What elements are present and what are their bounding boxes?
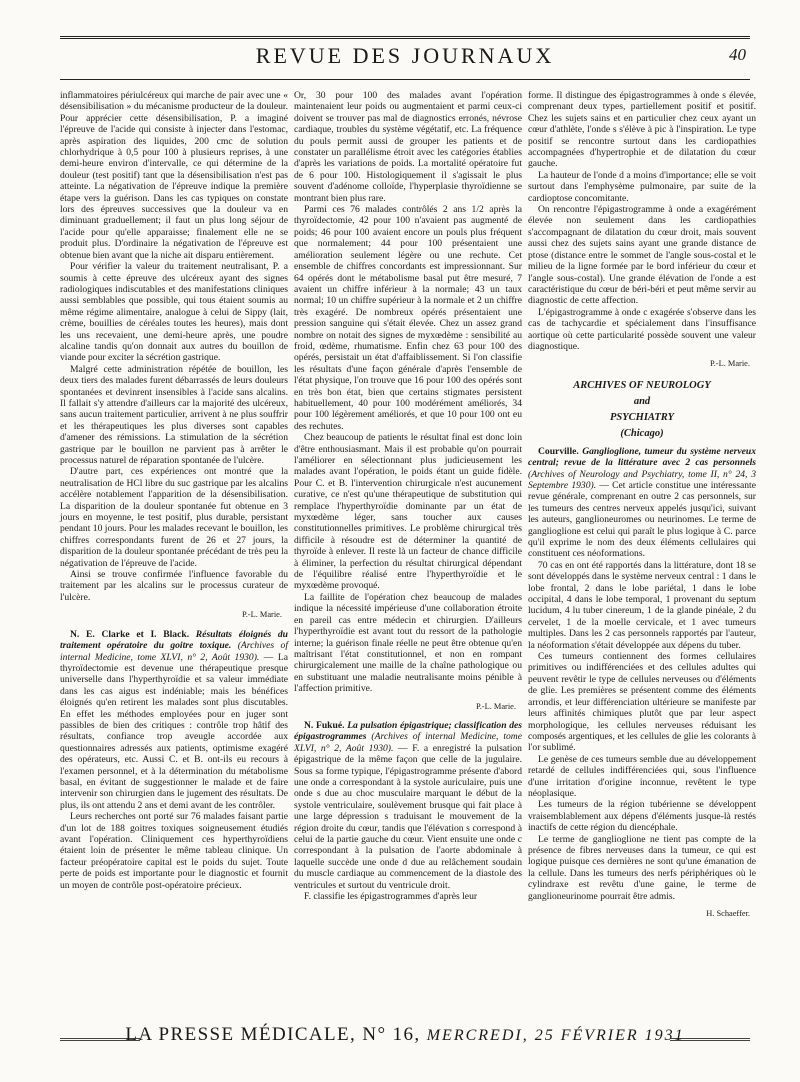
article-title: La pulsation épigastrique; classification des épigastrogrammes (294, 719, 522, 743)
paragraph: La hauteur de l'onde d a moins d'importance; elle se voit surtout dans l'emphysème pulmonaire, par suite de la cardioptose concomitante. (528, 169, 756, 204)
journal-city: (Chicago) (620, 427, 664, 439)
section-title: REVUE DES JOURNAUX (255, 43, 555, 68)
paragraph: Leurs recherches ont porté sur 76 malades faisant partie d'un lot de 188 goitres toxiques soigneusement étudiés avant l'opération. Cliniquement ces hyperthyroïdiens étaient loin de présenter le même tableau clinique. Un facteur préopératoire capital est le poids du sujet. Toute perte de poids est importante pour le diagnostic et fournit un moyen de contrôle post-opératoire précieux. (60, 811, 288, 891)
journal-name-line: ARCHIVES OF NEUROLOGY (573, 379, 711, 391)
page-header (60, 36, 750, 80)
article-heading (60, 629, 288, 812)
journal-name-line: and (633, 395, 651, 407)
footer-text (60, 1024, 750, 1046)
column-2 (294, 90, 522, 902)
paragraph: L'épigastrogramme à onde c exagérée s'observe dans les cas de tachycardie et spécialement dans l'insuffisance aortique où cette particularité possède souvent une valeur diagnostique. (528, 306, 756, 352)
article-heading (528, 446, 756, 560)
column-3 (528, 90, 756, 927)
article-body: — Cet article constitue une intéressante revue générale, comprenant en outre 2 cas personnels, sur les tumeurs des centres nerveux appelés jusqu'ici, suivant les auteurs, ganglioneuromes ou neurinomes. Le terme de ganglioglione est celui qui paraît le plus logique à C. parce qu'il exprime le nom des deux éléments cellulaires qui constituent ces néoformations. (528, 479, 756, 560)
paragraph: Le terme de ganglioglione ne tient pas compte de la présence de fibres nerveuses dans la tumeur, ce qui est logique puisque ces dernières ne sont qu'une émanation de la cellule. Dans les tumeurs des nerfs périphériques où le cylindraxe est revêtu d'une gaine, le terme de ganglioneurinome pourrait être admis. (528, 833, 756, 902)
article-body: — La thyroïdectomie est devenue une thérapeutique presque universelle dans l'hyperthyroïdie et sa valeur immédiate dans les cas aigus est indéniable; mais les bénéfices éloignés qu'en retirent les malades sont plus discutables. En effet les méthodes employées pour en juger sont passibles de bien des critiques : contrôle trop hâtif des résultats, confiance trop aveugle accordée aux questionnaires adressés aux patients, optimisme exagéré des opérateurs, etc. Aussi C. et B. ont-ils eu recours à l'examen personnel, et à la détermination du métabolisme basal, en évitant de suggestionner le malade et de faire intervenir son chirurgien dans le jugement des résultats. De plus, ils ont attendu 2 ans et demi avant de les contrôler. (60, 651, 288, 811)
article-body: — F. a enregistré la pulsation épigastrique de la même façon que celle de la jugulaire. Sous sa forme typique, l'épigastrogramme présente d'abord une onde a correspondant à la systole auriculaire, puis une onde s due au choc musculaire marquant le début de la systole ventriculaire, soulèvement brusque qui fait place à une large dépression s traduisant le mouvement de la région droite du cœur, tandis que l'élévation s correspond à celui de la partie gauche du cœur. Vient ensuite une onde c correspondant à la pulsation de l'aorte abdominale à laquelle succède une onde d due au relâchement soudain du muscle cardiaque au commencement de la diastole des ventricules et surtout du ventricule droit. (294, 742, 522, 891)
paragraph: Malgré cette administration répétée de bouillon, les deux tiers des malades furent débarrassés de leurs douleurs spontanées et devinrent insensibles à l'acide sans alcalins. Il fallait s'y attendre d'ailleurs car la majorité des ulcéreux, sans aucun traitement particulier, arrivent à ne plus souffrir et les thérapeutiques les plus diverses sont capables d'amener des rémissions. La stimulation de la sécrétion gastrique par le bouillon ne parvient pas à arrêter le processus naturel de réparation spontanée de l'ulcère. (60, 363, 288, 466)
paragraph: forme. Il distingue des épigastrogrammes à onde s élevée, comprenant deux types, partiellement positif et positif. Chez les sujets sains et en particulier chez ceux ayant un cœur d'athlète, l'onde s s'élève à pic à l'inspiration. Le type positif se rencontre surtout dans les cardiopathies accompagnées d'hypertrophie et de dilatation du cœur gauche. (528, 90, 756, 170)
author-signature: P.-L. Marie. (241, 610, 282, 620)
paragraph: Ainsi se trouve confirmée l'influence favorable du traitement par les alcalins sur le processus curateur de l'ulcère. (60, 569, 288, 603)
paragraph: D'autre part, ces expériences ont montré que la neutralisation de HCl libre du suc gastrique par les alcalins accélère notablement l'apparition de la désensibilisation. La disparition de la douleur spontanée fut obtenue en 3 jours en moyenne, le test positif, plus durable, persistant pendant 10 jours. Pour les malades recevant le bouillon, les chiffres correspondants furent de 26 et 27 jours, la disparition de la douleur spontanée précédant de très peu la négativation de l'épreuve de l'acide. (60, 466, 288, 569)
journal-name-line: PSYCHIATRY (610, 411, 674, 423)
footer-journal: LA PRESSE MÉDICALE, N° 16, (125, 1024, 421, 1045)
paragraph: inflammatoires périulcéreux qui marche de pair avec une « désensibilisation » du mécanisme producteur de la douleur. Pour apprécier cette désensibilisation, P. a imaginé l'épreuve de l'acide qui consiste à injecter dans l'estomac, après aspiration des liquides, 200 cmc de solution chlorhydrique à 0,5 pour 100 à plusieurs reprises, à une demi-heure environ d'intervalle, ce qui détermine de la douleur (test positif) tant que la désensibilisation n'est pas atteinte. La négativation de l'épreuve indique la première étape vers la guérison. Dans les cas typiques on constate lors des épreuves successives que la douleur va en diminuant graduellement; il faut un plus long séjour de l'acide pour qu'elle apparaisse; finalement elle ne se produit plus. D'ordinaire la négativation de l'épreuve est obtenue bien avant que la niche ait disparu entièrement. (60, 90, 288, 261)
paragraph: Or, 30 pour 100 des malades avant l'opération maintenaient leur poids ou augmentaient et parmi ceux-ci doivent se trouver pas mal de diagnostics erronés, névrose cardiaque, troubles du système végétatif, etc. La fréquence du pouls permit aussi de grouper les patients et de constater un parallélisme étroit avec les catégories établies d'après les variations de poids. La mortalité opératoire fut de 6 pour 100. Histologiquement il s'agissait le plus souvent d'adénome colloïde, l'hyperplasie thyroïdienne se montrant bien plus rare. (294, 90, 522, 204)
author-signature: H. Schaeffer. (706, 909, 750, 918)
page-footer (60, 1024, 750, 1052)
paragraph: Ces tumeurs contiennent des formes cellulaires primitives ou indifférenciées et des cellules adultes qui peuvent revêtir le type de cellules nerveuses ou d'éléments de glie. Les premières se présentent comme des éléments arrondis, et leur différenciation ultérieure se manifeste par leurs affinités chimiques plutôt que par leur aspect morphologique, les cellules nerveuses réduisant les composés argentiques, et les cellules de glie les colorants à l'or sublimé. (528, 651, 756, 754)
author-signature: P.-L. Marie. (709, 359, 750, 369)
article-authors: N. Fukué. (304, 719, 345, 731)
footer-date: MERCREDI, 25 FÉVRIER 1931 (426, 1027, 685, 1044)
author-signature: P.-L. Marie. (475, 701, 516, 711)
article-title: Résultats éloignés du traitement opératoire du goitre toxique. (60, 628, 288, 652)
article-source: (Archives of internal Medicine, tome XLVI, n° 2, Août 1930). (60, 640, 288, 663)
journal-heading (528, 378, 756, 442)
paragraph: F. classifie les épigastrogrammes d'après leur (304, 891, 478, 903)
paragraph: La faillite de l'opération chez beaucoup de malades indique la nécessité impérieuse d'une collaboration étroite en pareil cas entre médecin et chirurgien. D'ailleurs l'hyperthyroïdie est avant tout du ressort de la pathologie interne; la guérison finale réelle ne peut être obtenue qu'en maîtrisant l'état constitutionnel, et non en rompant chirurgicalement une maille de la chaîne pathologique ou en substituant une maladie neutralisante moins pénible à l'affection primitive. (294, 591, 522, 695)
article-source: (Archives of internal Medicine, tome XLVI, n° 2, Août 1930). (294, 731, 522, 754)
article-title: Ganglioglione, tumeur du système nerveux central; revue de la littérature avec 2 cas personnels (528, 445, 757, 469)
column-1 (60, 90, 288, 891)
article-heading (294, 720, 522, 891)
article-source: (Archives of Neurology and Psychiatry, tome II, n° 24, 3 Septembre 1930). (528, 468, 756, 491)
paragraph: 70 cas en ont été rapportés dans la littérature, dont 18 se sont développés dans le système nerveux central : 1 dans le lobe frontal, 2 dans le lobe pariétal, 1 dans le lobe occipital, 4 dans le lobe temporal, 1 provenant du septum lucidum, 4 lu tuber cinereum, 1 de la glande pinéale, 2 du cervelet, 1 de la moelle cervicale, et 1 avec tumeurs multiples. Dans les 2 cas personnels rapportés par l'auteur, la néoformation s'était développée aux dépens du tuber. (528, 559, 756, 651)
paragraph: Parmi ces 76 malades contrôlés 2 ans 1/2 après la thyroïdectomie, 42 pour 100 n'avaient pas augmenté de poids; 46 pour 100 avaient encore un pouls plus fréquent que normalement; 44 pour 100 présentaient une amélioration seulement légère ou une rechute. Cet ensemble de chiffres concordants est impressionnant. Sur 64 opérés dont le métabolisme basal put être mesuré, 7 avaient un chiffre inférieur à la normale; 43 un taux normal; 10 un chiffre supérieur à la normale et 2 un chiffre très exagéré. De nombreux opérés présentaient une pression sanguine qui s'était élevée. Chez un assez grand nombre on notait des signes de myxœdème : sensibilité au froid, œdème, rhumatisme. Enfin chez 63 pour 100 des opérés, persistait un état d'affaiblissement. Si l'on classifie les résultats d'une façon générale d'après l'ensemble de l'état physique, l'on trouve que 16 pour 100 des opérés sont en très bon état, bien que certains stigmates persistent habituellement, 40 pour 100 modérément améliorés, 34 pour 100 légèrement améliorés, et que 10 pour 100 ont eu des rechutes. (294, 204, 522, 432)
paragraph: Chez beaucoup de patients le résultat final est donc loin d'être enthousiasmant. Mais il est probable qu'on pourrait l'améliorer en sélectionnant plus judicieusement les malades avant l'opération, le poids étant un guide fidèle. Pour C. et B. l'intervention chirurgicale n'est aucunement curative, ce n'est qu'une thérapeutique de substitution qui remplace l'hyperthyroïdie dominante par un état de myxœdème léger, sans toucher aux causes constitutionnelles primitives. Le problème chirurgical très difficile à résoudre est de déterminer la quantité de thyroïde à enlever. Il reste là un facteur de chance difficile à éliminer, la perfection du résultat chirurgical dépendant de l'équilibre réalisé entre l'hyperthyroïdie et le myxœdème provoqué. (294, 432, 522, 592)
page-number: 40 (729, 45, 746, 64)
paragraph: Les tumeurs de la région tubérienne se développent vraisemblablement aux dépens d'éléments jusque-là restés inactifs de cette région du diencéphale. (528, 799, 756, 834)
paragraph: Pour vérifier la valeur du traitement neutralisant, P. a soumis à cette épreuve des ulcéreux ayant des signes radiologiques indiscutables et des manifestations cliniques aussi semblables que possible, qui tous étaient soumis au même régime alimentaire, analogue à celui de Sippy (lait, crème, bouillies de céréales toutes les heures), mais dont les uns recevaient, une demi-heure après, une poudre alcaline tandis qu'on donnait aux autres du bouillon de viande pour exciter la sécrétion gastrique. (60, 261, 288, 364)
article-authors: Courville. (538, 445, 579, 457)
article-authors: N. E. Clarke et I. Black. (70, 628, 190, 640)
paragraph: On rencontre l'épigastrogramme à onde a exagérément élevée non seulement dans les cardiopathies s'accompagnant de dilatation du cœur droit, mais souvent aussi chez des sujets sains ayant une grande distance de ptose (distance entre le sommet de l'angle sous-costal et le milieu de la ligne formée par le bord inférieur du cœur et l'angle sous-costal). Une grande élévation de l'onde a est caractéristique du cœur de béri-béri et peut même servir au diagnostic de cette affection. (528, 204, 756, 307)
paragraph: Le genèse de ces tumeurs semble due au développement retardé de cellules indifférenciées qui, sous l'influence d'une irritation d'origine inconnue, revêtent le type néoplasique. (528, 753, 756, 799)
